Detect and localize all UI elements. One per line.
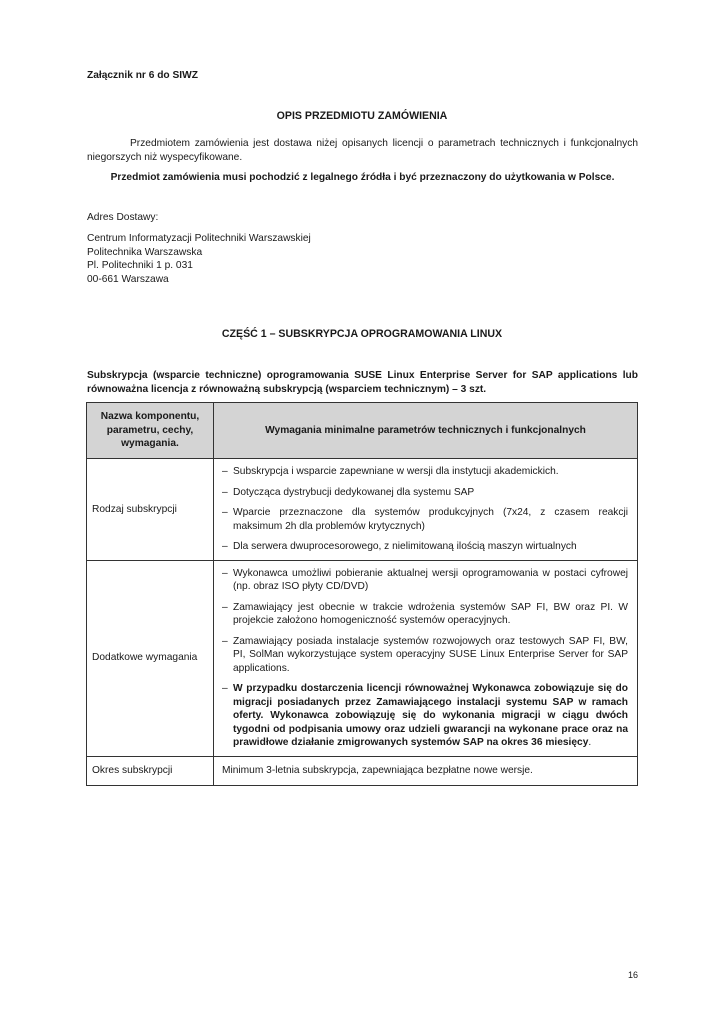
list-item [222, 540, 628, 554]
list-item [222, 601, 628, 628]
row-name: Okres subskrypcji [87, 756, 214, 785]
table-row [87, 560, 638, 756]
dash-bullet: – [222, 567, 228, 579]
item-text: Wykonawca umożliwi pobieranie aktualnej wersji oprogramowania w postaci cyfrowej (np. obraz ISO płyty CD/DVD) [233, 567, 628, 592]
list-item [222, 682, 628, 750]
row-requirements: Minimum 3-letnia subskrypcja, zapewniająca bezpłatne nowe wersje. [214, 756, 638, 785]
table-row [87, 459, 638, 561]
intro-text: Przedmiotem zamówienia jest dostawa niżej opisanych licencji o parametrach technicznych i funkcjonalnych niegorszych niż wyspecyfikowane. [87, 138, 638, 163]
dash-bullet: – [222, 507, 228, 518]
header-requirements: Wymagania minimalne parametrów technicznych i funkcjonalnych [214, 403, 638, 459]
list-item [222, 567, 628, 594]
address-line: Politechnika Warszawska [87, 246, 203, 258]
dash-bullet: – [222, 486, 228, 498]
bold-requirement: W przypadku dostarczenia licencji równoważnej Wykonawca zobowiązuje się do migracji posiadanych przez Zamawiającego instalacji systemu SAP w ramach oferty. Wykonawca zobowiązuję się do wykonania migracji w ciągu dwóch tygodni od podpisania umowy oraz udzieli gwarancji na wykonane prace oraz na prawidłowe działanie zmigrowanych systemów SAP na okres 36 miesięcy [233, 683, 628, 748]
dash-bullet: – [222, 466, 228, 477]
delivery-address [87, 232, 311, 286]
list-item [222, 486, 628, 500]
item-text-bold [233, 682, 628, 750]
part-title: CZĘŚĆ 1 – SUBSKRYPCJA OPROGRAMOWANIA LINUX [221, 328, 503, 340]
header-component: Nazwa komponentu, parametru, cechy, wymagania. [87, 403, 214, 459]
address-label: Adres Dostawy: [87, 212, 159, 223]
list-item [222, 465, 628, 479]
item-text: Subskrypcja i wsparcie zapewniane w wersji dla instytucji akademickich. [233, 466, 559, 477]
item-text: Dla serwera dwuprocesorowego, z nielimitowaną ilością maszyn wirtualnych [233, 541, 577, 552]
item-text: Zamawiający posiada instalacje systemów rozwojowych oraz testowych SAP FI, BW, PI, SolMan wykorzystujące system operacyjny SUSE Linux Enterprise Server for SAP applications. [233, 635, 628, 674]
dash-bullet: – [222, 635, 228, 647]
address-line: 00-661 Warszawa [87, 273, 169, 285]
list-item [222, 506, 628, 533]
annex-label: Załącznik nr 6 do SIWZ [87, 70, 198, 81]
item-text: Dotycząca dystrybucji dedykowanej dla systemu SAP [233, 486, 475, 498]
list-item [222, 635, 628, 676]
address-line: Pl. Politechniki 1 p. 031 [87, 260, 193, 271]
table-row [87, 756, 638, 785]
item-text: Zamawiający jest obecnie w trakcie wdrożenia systemów SAP FI, BW oraz PI. W projekcie założono homogeniczność systemów operacyjnych. [233, 601, 628, 626]
dash-bullet: – [222, 683, 228, 694]
table-header-row [87, 403, 638, 459]
dash-bullet: – [222, 541, 228, 552]
page-number: 16 [628, 970, 639, 980]
dash-bullet: – [222, 601, 228, 613]
sentence-period: . [588, 737, 592, 748]
requirements-table [86, 402, 638, 786]
row-name: Dodatkowe wymagania [87, 560, 214, 756]
item-text: Wparcie przeznaczone dla systemów produkcyjnych (7x24, z czasem reakcji maksimum 2h dla problemów krytycznych) [233, 507, 628, 532]
address-line: Centrum Informatyzacji Politechniki Warszawskiej [87, 233, 311, 244]
intro-paragraph [87, 137, 638, 164]
row-name: Rodzaj subskrypcji [87, 459, 214, 561]
row-requirements [214, 560, 638, 756]
row-requirements [214, 459, 638, 561]
document-title: OPIS PRZEDMIOTU ZAMÓWIENIA [276, 110, 448, 122]
subscription-title: Subskrypcja (wsparcie techniczne) oprogramowania SUSE Linux Enterprise Server for SAP applications lub równoważna licencja z równoważną subskrypcją (wsparciem technicznym) – 3 szt. [87, 370, 638, 395]
origin-note: Przedmiot zamówienia musi pochodzić z legalnego źródła i być przeznaczony do użytkowania w Polsce. [110, 172, 615, 183]
